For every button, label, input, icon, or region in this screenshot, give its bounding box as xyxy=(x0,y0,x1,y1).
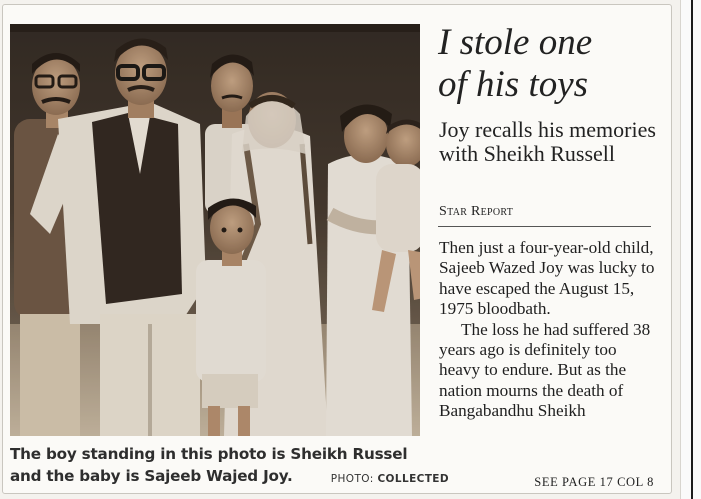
adjacent-page-edge xyxy=(680,0,701,499)
paragraph-2: The loss he had suffered 38 years ago is definitely too heavy to endure. But as the nation mourns the death of Bangabandhu Sheikh xyxy=(439,319,651,421)
article-body xyxy=(439,238,661,422)
photo-credit-source: COLLECTED xyxy=(377,473,449,485)
family-photo xyxy=(10,24,420,436)
jump-line[interactable]: SEE PAGE 17 COL 8 xyxy=(534,475,654,489)
byline-rule xyxy=(438,226,651,227)
headline xyxy=(438,22,668,106)
headline-line-1: I stole one xyxy=(438,22,593,63)
subheadline: Joy recalls his memories with Sheikh Russell xyxy=(439,117,656,166)
photo-credit xyxy=(331,473,449,485)
photo-caption: The boy standing in this photo is Sheikh Russel and the baby is Sajeeb Wajed Joy. xyxy=(10,445,408,485)
headline-line-2: of his toys xyxy=(438,64,589,105)
photo-credit-prefix: PHOTO: xyxy=(330,473,374,485)
paragraph-1: Then just a four-year-old child, Sajeeb Wazed Joy was lucky to have escaped the August 15, 1975 bloodbath. xyxy=(439,238,655,319)
byline: Star Report xyxy=(439,204,514,219)
